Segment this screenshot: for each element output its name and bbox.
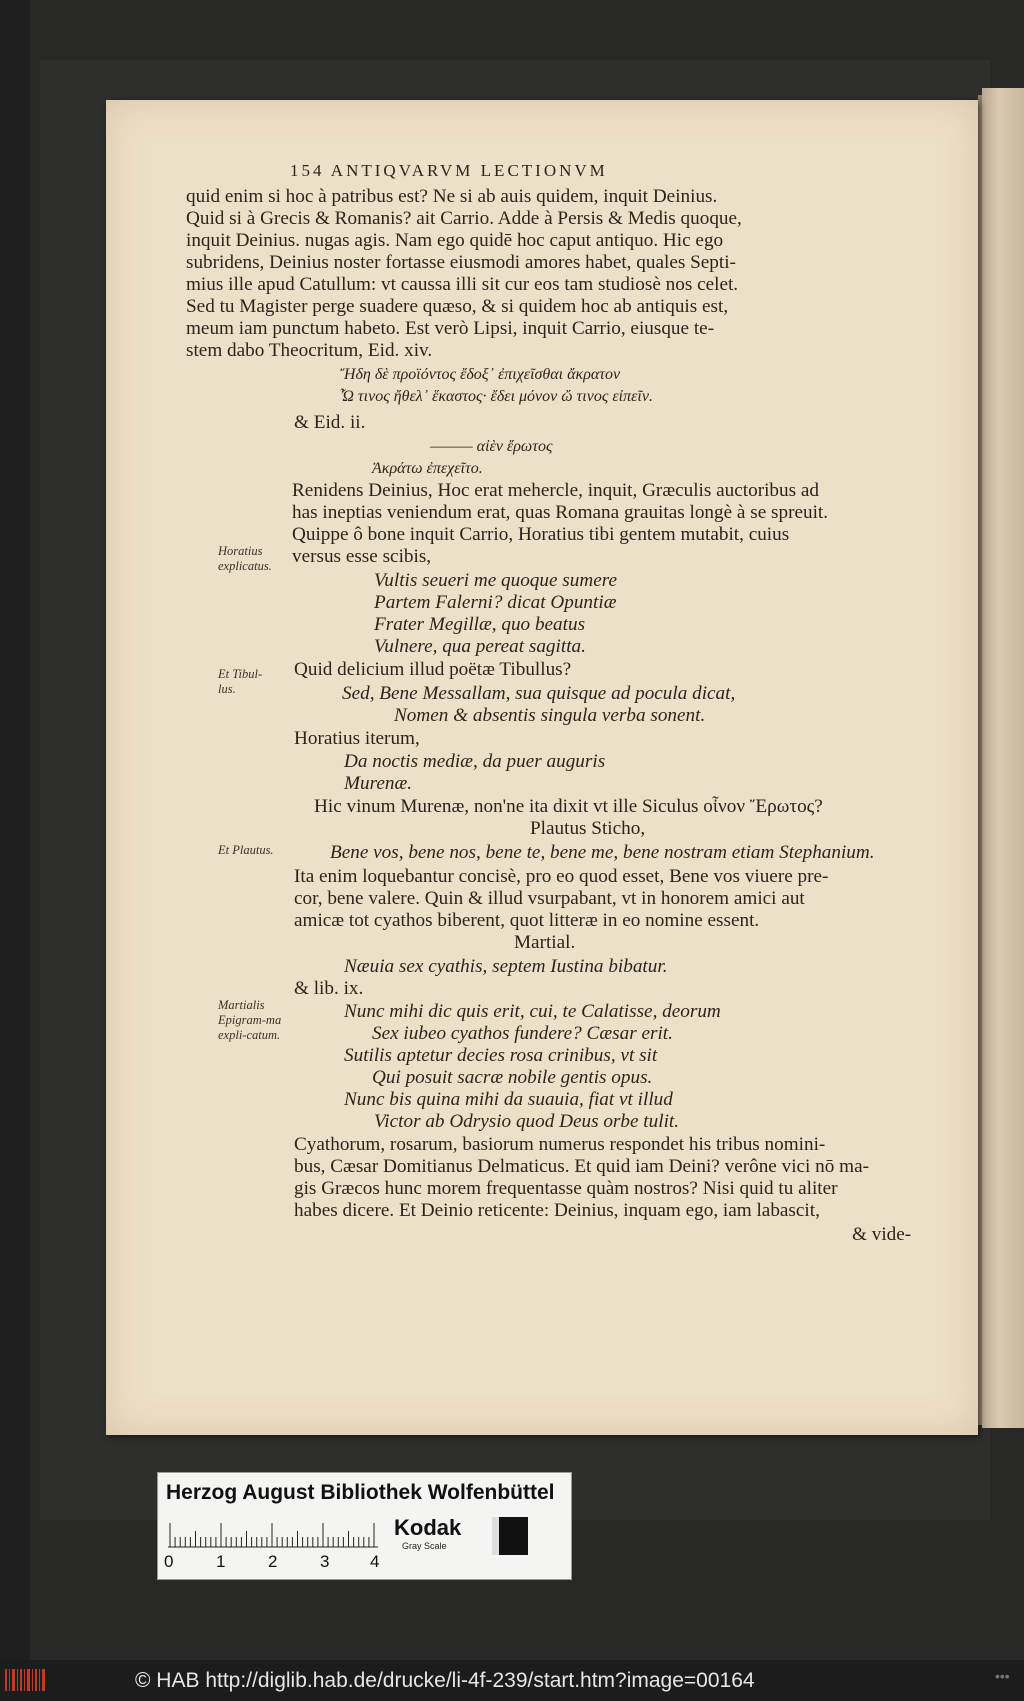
verse-line: Bene vos, bene nos, bene te, bene me, bene nostram etiam Stephanium. [330,842,875,863]
hab-logo-icon [3,1666,47,1694]
text-line: Quippe ô bone inquit Carrio, Horatius tibi gentem mutabit, cuius [292,524,790,545]
text-line: quid enim si hoc à patribus est? Ne si ab auis quidem, inquit Deinius. [186,186,718,207]
text-line: Martial. [514,932,576,953]
ruler-number: 0 [164,1552,174,1571]
text-line: & lib. ix. [294,978,364,999]
greek-verse-line: ——— αἰὲν ἔρωτος [430,438,553,455]
verse-line: Sex iubeo cyathos fundere? Cæsar erit. [372,1023,673,1044]
gray-scale-patch [492,1517,528,1555]
kodak-logo: Kodak [394,1515,462,1540]
text-line: Horatius iterum, [294,728,420,749]
verse-line: Victor ab Odrysio quod Deus orbe tulit. [374,1111,680,1132]
text-line: Cyathorum, rosarum, basiorum numerus respondet his tribus nomini- [294,1134,826,1155]
text-line: Quid delicium illud poëtæ Tibullus? [294,659,572,680]
ruler-number: 3 [320,1552,330,1571]
verse-line: Næuia sex cyathis, septem Iustina bibatur. [344,956,668,977]
verse-line: Qui posuit sacræ nobile gentis opus. [372,1067,653,1088]
text-line: versus esse scibis, [292,546,432,567]
archive-label-card [157,1472,572,1580]
text-line: gis Græcos hunc morem frequentasse quàm nostros? Nisi quid tu aliter [294,1178,838,1199]
text-line: Ita enim loquebantur concisè, pro eo quod esset, Bene vos viuere pre- [294,866,829,887]
text-line: Renidens Deinius, Hoc erat mehercle, inquit, Græculis auctoribus ad [292,480,819,501]
verse-line: Sed, Bene Messallam, sua quisque ad pocula dicat, [342,683,736,704]
verse-line: Nomen & absentis singula verba sonent. [394,705,706,726]
text-line: bus, Cæsar Domitianus Delmaticus. Et quid iam Deini? verône vici nō ma- [294,1156,869,1177]
verse-line: Sutilis aptetur decies rosa crinibus, vt sit [344,1045,658,1066]
text-line: cor, bene valere. Quin & illud vsurpabant, vt in honorem amici aut [294,888,805,909]
text-line: habes dicere. Et Deinio reticente: Deinius, inquam ego, iam labascit, [294,1200,820,1221]
scale-ruler-icon [168,1521,378,1551]
ruler-scale-numbers [164,1552,384,1574]
text-line: Quid si à Grecis & Romanis? ait Carrio. Adde à Persis & Medis quoque, [186,208,742,229]
greek-verse-line: Ὦ τινος ἤθελ᾽ ἕκαστος· ἔδει μόνον ὤ τινος εἰπεῖν. [340,388,653,405]
text-line: stem dabo Theocritum, Eid. xiv. [186,340,433,361]
footer-bar [0,1660,1024,1701]
text-line: inquit Deinius. nugas agis. Nam ego quidē hoc caput antiquo. Hic ego [186,230,724,251]
gray-scale-label: Gray Scale [402,1541,447,1551]
greek-verse-line: Ἤδη δὲ προϊόντος ἔδοξ᾽ ἐπιχεῖσθαι ἄκρατον [340,366,621,383]
ruler-number: 4 [370,1552,380,1571]
text-line: meum iam punctum habeto. Est verò Lipsi, inquit Carrio, eiusque te- [186,318,715,339]
text-line: Plautus Sticho, [530,818,646,839]
margin-note: Martialis Epigram-ma expli-catum. [218,998,282,1042]
more-options-icon[interactable]: ••• [995,1668,1010,1684]
ruler-number: 2 [268,1552,278,1571]
text-line: Hic vinum Murenæ, non'ne ita dixit vt ille Siculus οἶνον Ἔρωτος? [314,796,823,817]
margin-note: Horatius explicatus. [218,544,272,573]
text-line: mius ille apud Catullum: vt caussa illi sit cur eos tam studiosè nos celet. [186,274,739,295]
verse-line: Nunc bis quina mihi da suauia, fiat vt illud [344,1089,673,1110]
verse-line: Partem Falerni? dicat Opuntiæ [374,592,617,613]
running-header: 154 ANTIQVARVM LECTIONVM [290,161,608,180]
text-line: amicæ tot cyathos biberent, quot litteræ in eo nomine essent. [294,910,760,931]
ruler-number: 1 [216,1552,226,1571]
text-line: subridens, Deinius noster fortasse eiusmodi amores habet, quales Septi- [186,252,736,273]
library-name: Herzog August Bibliothek Wolfenbüttel [166,1481,555,1504]
verse-line: Nunc mihi dic quis erit, cui, te Calatisse, deorum [344,1001,721,1022]
verse-line: Frater Megillæ, quo beatus [374,614,586,635]
text-line: Sed tu Magister perge suadere quæso, & si quidem hoc ab antiquis est, [186,296,729,317]
verse-line: Vultis seueri me quoque sumere [374,570,617,591]
verse-line: Vulnere, qua pereat sagitta. [374,636,586,657]
viewer-left-band [0,0,30,1660]
margin-note: Et Plautus. [218,843,274,857]
catchword: & vide- [852,1224,912,1245]
margin-note: Et Tibul-lus. [218,667,263,696]
text-line: has ineptias veniendum erat, quas Romana grauitas longè à se spreuit. [292,502,829,523]
verse-line: Murenæ. [344,773,413,794]
text-line: & Eid. ii. [294,412,366,433]
source-url[interactable]: © HAB http://diglib.hab.de/drucke/li-4f-239/start.htm?image=00164 [135,1669,755,1692]
verse-line: Da noctis mediæ, da puer auguris [344,751,606,772]
greek-verse-line: Ἀκράτω ἐπεχεῖτο. [372,460,483,477]
